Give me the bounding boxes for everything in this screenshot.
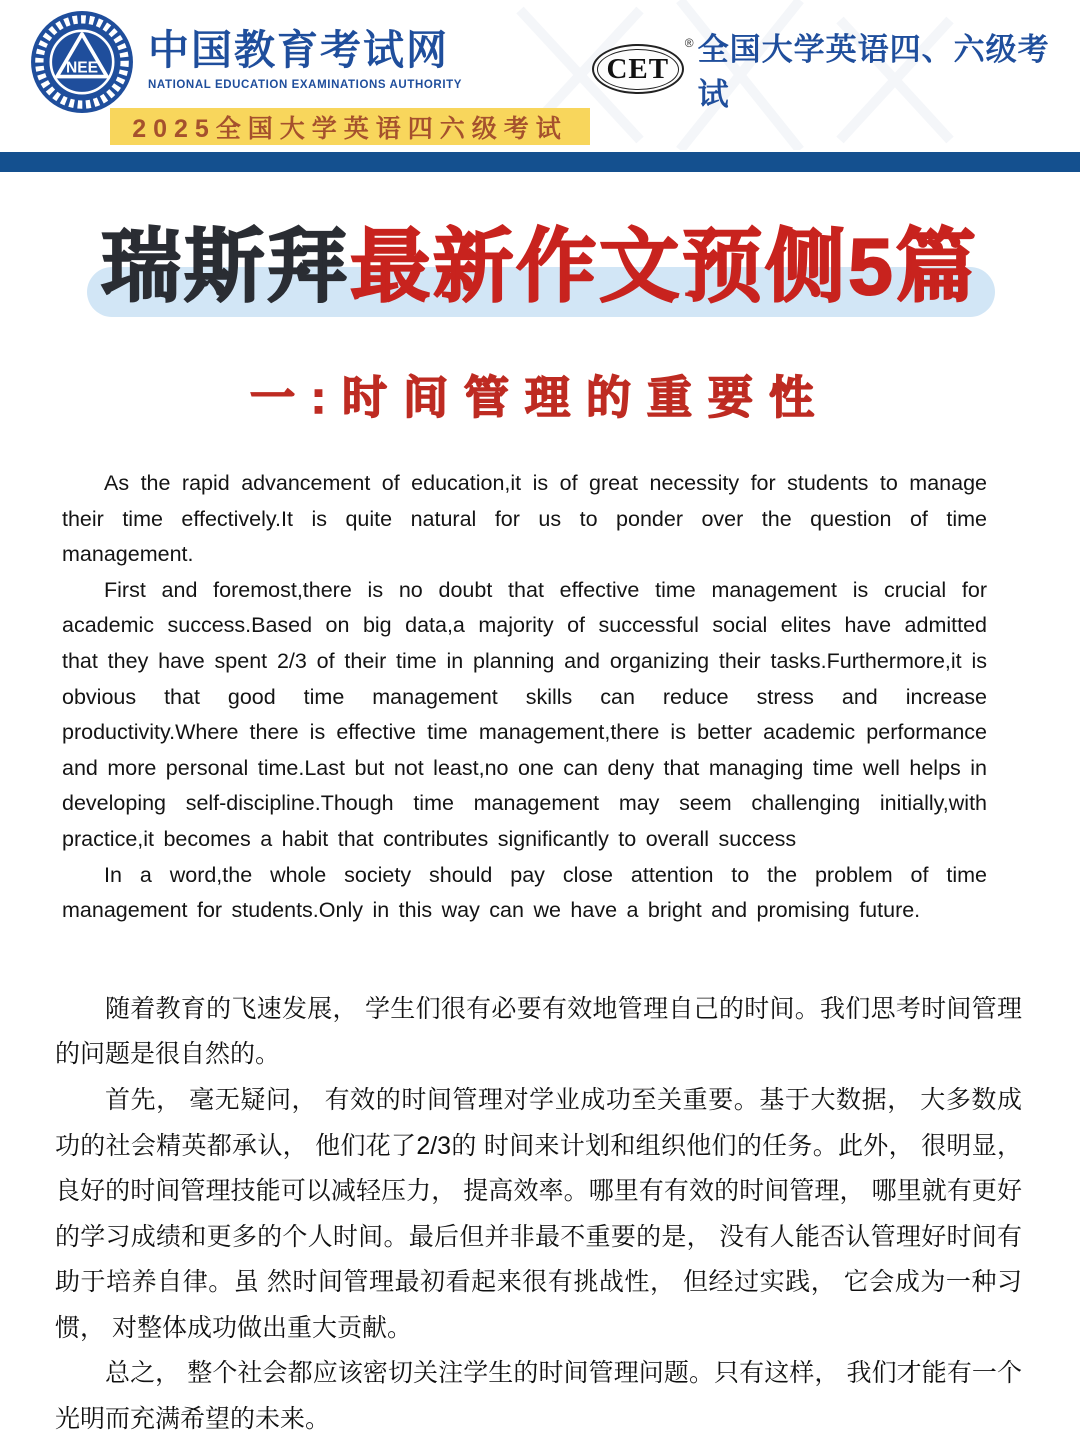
essay-english (62, 466, 987, 929)
page-title (0, 222, 1080, 311)
registered-mark: ® (684, 36, 694, 50)
essay-en-paragraph: In a word,the whole society should pay close attention to the problem of time management for students.Only in this way can we have a bright and promising future. (62, 862, 987, 923)
header (0, 0, 1080, 175)
exam-year-banner: 2025全国大学英语四六级考试 (110, 108, 590, 145)
essay-topic-heading: 一:时间管理的重要性 (250, 372, 830, 423)
site-subtitle: NATIONAL EDUCATION EXAMINATIONS AUTHORITY (148, 79, 463, 92)
essay-en-paragraph: As the rapid advancement of education,it is of great necessity for students to manage their time effectively.It is quite natural for us to ponder over the question of time management. (62, 471, 987, 567)
cet-exam-title: 全国大学英语四、六级考试 (697, 32, 1050, 112)
site-name: 中国教育考试网 (148, 27, 449, 73)
cet-logo-text: CET (606, 52, 670, 85)
neea-logo-icon (30, 10, 134, 114)
cet-logo-icon (592, 36, 694, 94)
site-identity (148, 28, 462, 91)
title-prefix: 瑞斯拜 (101, 222, 351, 311)
essay-zh-paragraph: 随着教育的飞速发展， 学生们很有必要有效地管理自己的时间。我们思考时间管理的问题是很自然的。 (55, 994, 1022, 1069)
essay-zh-paragraph: 首先， 毫无疑问， 有效的时间管理对学业成功至关重要。基于大数据， 大多数成功的社会精英都承认， 他们花了2/3的 时间来计划和组织他们的任务。此外， 很明显， 良好的时间管理技能可以减轻压力， 提高效率。哪里有有效的时间管理， 哪里就有更好的学习成绩和更多的个人时间。最后但并非最不重要的是， 没有人能否认管理好时间有助于培养自律。虽 然时间管理最初看起来很有挑战性， 但经过实践， 它会成为一种习惯， 对整体成功做出重大贡献。 (55, 1085, 1022, 1342)
main-content (0, 222, 1080, 1443)
essay-en-paragraph: First and foremost,there is no doubt that effective time management is crucial for academic success.Based on big data,a majority of successful social elites have admitted that they have spent 2/3 of their time in planning and organizing their tasks.Furthermore,it is obvious that good time management skills can reduce stress and increase productivity.Where there is effective time management,there is better academic performance and more personal time.Last but not least,no one can deny that managing time well helps in developing self-discipline.Though time management may seem challenging initially,with practice,it becomes a habit that contributes significantly to overall success (62, 577, 987, 851)
cet-brand (592, 24, 1080, 114)
divider-bar (0, 152, 1080, 172)
neea-monogram: NEE (65, 59, 99, 77)
essay-chinese-translation (55, 987, 1022, 1443)
title-main: 最新作文预侧5篇 (350, 222, 979, 311)
essay-zh-paragraph: 总之， 整个社会都应该密切关注学生的时间管理问题。只有这样， 我们才能有一个光明而充满希望的未来。 (55, 1359, 1022, 1434)
